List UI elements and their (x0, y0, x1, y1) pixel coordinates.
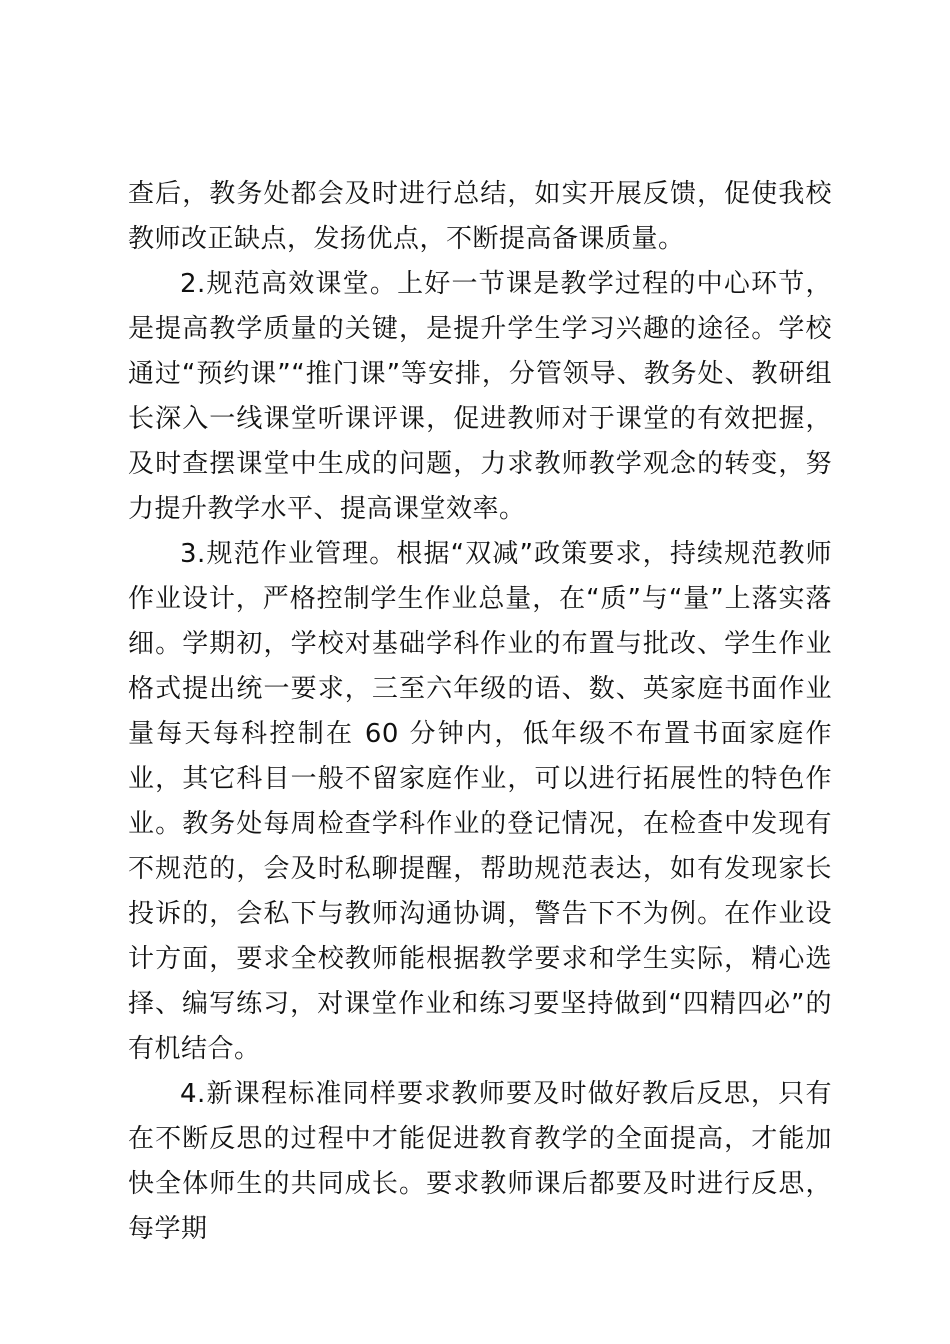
paragraph-efficient-classroom: 2.规范高效课堂。上好一节课是教学过程的中心环节，是提高教学质量的关键，是提升学生学习兴趣的途径。学校通过“预约课”“推门课”等安排，分管领导、教务处、教研组长深入一线课堂听课评课，促进教师对于课堂的有效把握，及时查摆课堂中生成的问题，力求教师教学观念的转变，努力提升教学水平、提高课堂效率。 (128, 269, 832, 524)
paragraph-continuation: 查后，教务处都会及时进行总结，如实开展反馈，促使我校教师改正缺点，发扬优点，不断提高备课质量。 (128, 179, 832, 254)
paragraph-homework-management: 3.规范作业管理。根据“双减”政策要求，持续规范教师作业设计，严格控制学生作业总量，在“质”与“量”上落实落细。学期初，学校对基础学科作业的布置与批改、学生作业格式提出统一要求，三至六年级的语、数、英家庭书面作业量每天每科控制在 60 分钟内，低年级不布置书面家庭作业，其它科目一般不留家庭作业，可以进行拓展性的特色作业。教务处每周检查学科作业的登记情况，在检查中发现有不规范的，会及时私聊提醒，帮助规范表达，如有发现家长投诉的，会私下与教师沟通协调，警告下不为例。在作业设计方面，要求全校教师能根据教学要求和学生实际，精心选择、编写练习，对课堂作业和练习要坚持做到“四精四必”的有机结合。 (128, 539, 832, 1064)
paragraph-teaching-reflection: 4.新课程标准同样要求教师要及时做好教后反思，只有在不断反思的过程中才能促进教育教学的全面提高，才能加快全体师生的共同成长。要求教师课后都要及时进行反思，每学期 (128, 1079, 832, 1244)
document-page (128, 172, 832, 1252)
